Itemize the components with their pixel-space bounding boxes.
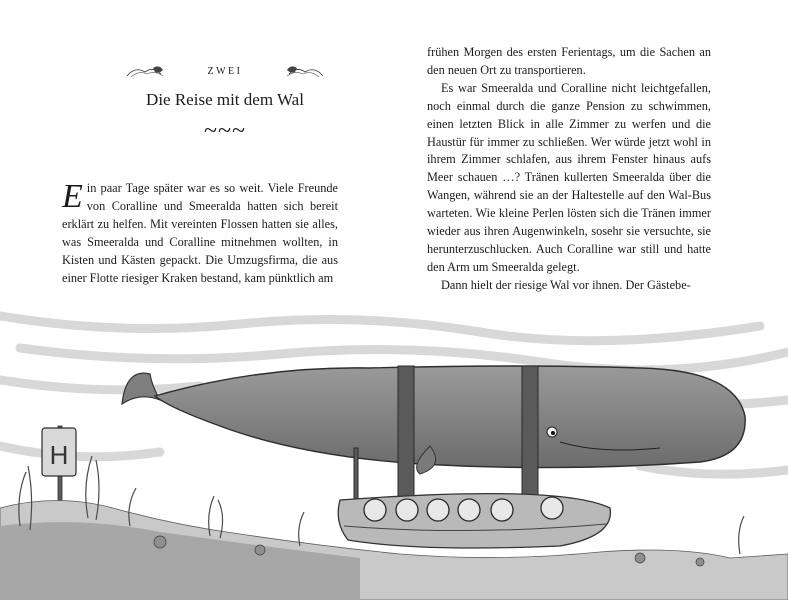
chapter-title: Die Reise mit dem Wal (146, 90, 304, 109)
paragraph: Es war Smeeralda und Coralline nicht leichtgefallen, noch einmal durch die ganze Pension zu schwimmen, einen letzten Blick in alle Zimmer zu werfen und die Haustür für immer zu schließen. Wer würde jetzt wohl in ihrem Zimmer schlafen, aus ihrem Fenster hinaus aufs Meer schauen …? Tränen kullerten Smeeralda über die Wangen, während sie an der Haltestelle auf den Wal-Bus warteten. Wie kleine Perlen lösten sich die Tränen immer wieder aus ihren Augenwinkeln, sosehr sie versuchte, sie herunterzuschlucken. Auch Coralline war still und hatte den Arm um Smeeralda gelegt. (427, 80, 711, 274)
chapter-label: ZWEI (207, 66, 243, 77)
whale (122, 366, 745, 474)
paragraph: frühen Morgen des ersten Ferientags, um die Sachen an den neuen Ort zu transportieren. (427, 45, 711, 77)
bus-stop-letter: H (49, 440, 69, 470)
submarine-bus (338, 494, 610, 548)
drop-cap: E (62, 178, 83, 215)
paragraph (62, 180, 338, 287)
paragraph-text: in paar Tage später war es so weit. Viele Freunde von Coralline und Smeeralda hatten sich bereit erklärt zu helfen. Mit vereinten Flossen hatten sie alles, was Smeeralda und Coralline mitnehmen wollten, in Kisten und Kästen gepackt. Die Umzugsfirma, die aus einer Flotte riesiger Kraken bestand, kam pünktlich am (62, 181, 338, 285)
right-page-text (427, 44, 711, 295)
left-page-text (62, 180, 338, 287)
shell-ornament-icon (285, 62, 325, 82)
whale-bus-illustration (0, 296, 788, 600)
chapter-heading (125, 58, 325, 88)
paragraph: Dann hielt der riesige Wal vor ihnen. Der Gästebe- (441, 277, 691, 292)
wave-ornament: ~~~ (204, 118, 246, 144)
